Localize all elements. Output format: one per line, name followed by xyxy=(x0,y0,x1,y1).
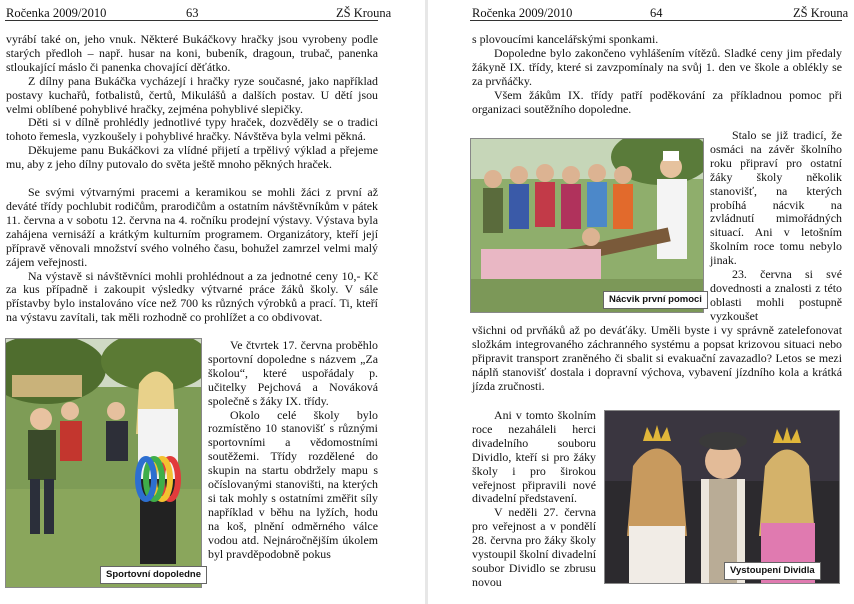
paragraph: vyrábí také on, jeho vnuk. Některé Bukáčkovy hračky jsou vyrobeny podle starých předloh – např. husar na koni, bubeník, dragoun, trubač, panenka stloukající máslo či panenka chovající děťátko. xyxy=(6,32,378,74)
paragraph: Stalo se již tradicí, že osmáci na závěr školního roku připraví pro ostatní žáky školy několik stanovišť, na kterých probíhá nácvik na zvládnutí mimořádných situací. Ani v letošním školním roce tomu nebylo jinak. xyxy=(710,128,842,268)
paragraph: s plovoucími kancelářskými sponkami. xyxy=(472,32,659,46)
paragraph: Se svými výtvarnými pracemi a keramikou se mohli žáci z první až deváté třídy pochlubit rodičům, prarodičům a ostatním návštěvníkům v pátek 11. června a v sobotu 12. června na 4. ročníku prodejní výstavy. Výstava byla zahájena vernisáží a krátkým kulturním programem. Organizátory, kteří její přípravě věnovali množství svého volného času, bohužel zamrzel velmi malý zájem veřejnosti. xyxy=(6,185,378,269)
left-page-number: 63 xyxy=(186,6,199,20)
theatre-photo xyxy=(604,410,840,584)
paragraph: Na výstavě si návštěvníci mohli prohlédnout a za jednotné ceny 10,- Kč za kus případně i zakoupit výsledky výtvarné práce žáků školy. V sále přístavby bylo instalováno více než 700 ks různých výrobků a prací. Ti, kteří na výstavu zavítali, tak měli rozhodně co prohlížet a co obdivovat. xyxy=(6,268,378,325)
paragraph: Děkujeme panu Bukáčkovi za vlídné přijetí a trpělivý výklad a přejeme mu, aby z jeho dílny putovalo do světa ještě mnoho pěkných hraček. xyxy=(6,143,378,172)
paragraph: V neděli 27. června pro veřejnost a v pondělí 28. června pro žáky školy vystoupil školní divadelní soubor Dividlo se zbrusu novou xyxy=(472,505,596,589)
first-aid-caption: Nácvik první pomoci xyxy=(603,291,708,309)
right-side-text-2 xyxy=(472,409,596,590)
sports-day-caption: Sportovní dopoledne xyxy=(100,566,207,584)
right-header-school: ZŠ Krouna xyxy=(793,6,849,20)
paragraph: 23. června si své dovednosti a znalosti z této oblasti mohli postupně vyzkoušet xyxy=(710,267,842,323)
right-page-number: 64 xyxy=(650,6,663,20)
paragraph: Okolo celé školy bylo rozmístěno 10 stanovišť s různými sportovními a vědomostními soutěžemi. Třídy rozdělené do skupin na startu obdržely mapu s očíslovanými stanovišti, na kterých si tak mohly s ostatními změřit síly například v běhu na lyžích, hodu na koš, plnění odměrného válce vodou atd. Nejnáročnějším úkolem byl pravděpodobně pokus xyxy=(208,407,378,561)
paragraph: Dopoledne bylo zakončeno vyhlášením vítězů. Sladké ceny jim předaly žákyně IX. třídy, které si zavzpomínaly na svůj 1. den ve škole a oblékly se za prvňáčky. xyxy=(472,45,842,88)
left-side-text xyxy=(208,339,378,562)
paragraph: Ve čtvrtek 17. června proběhlo sportovní dopoledne s názvem „Za školou“, které uspořádaly p. učitelky Pejchová a Nováková společně s žáky IX. třídy. xyxy=(208,338,378,408)
left-header-school: ZŠ Krouna xyxy=(336,6,392,20)
paragraph: Všem žákům IX. třídy patří poděkování za příkladnou pomoc při organizaci soutěžního dopoledne. xyxy=(472,87,842,116)
right-header-rule xyxy=(470,20,842,21)
right-top-text xyxy=(472,33,842,116)
paragraph: Z dílny pana Bukáčka vycházejí i hračky ryze současné, jako například postavy kuchařů, fotbalistů, čertů, Mikulášů a dalších postav. U dětí jsou velmi oblíbené pohyblivé hračky, zejména pohyblivé slepičky. xyxy=(6,73,378,116)
paragraph: Ani v tomto školním roce nezaháleli herci divadelního souboru Dividlo, kteří si pro žáky školy i pro širokou veřejnost připravili nové divadelní představení. xyxy=(472,408,596,506)
sports-day-photo xyxy=(5,338,202,588)
right-page xyxy=(428,0,854,604)
left-header-rule xyxy=(5,20,378,21)
theatre-caption: Vystoupení Dividla xyxy=(724,562,821,580)
paragraph: všichni od prvňáků až po deváťáky. Uměli byste i vy správně zatelefonovat složkám integrovaného záchranného systému a popsat krizovou situaci nebo připravit transport zraněného či sbalit si evakuační zavazadlo? Letos se mezi náplň stanovišť dostala i dopravní výchova, vybavení jízdního kola a krátká jízda zručnosti. xyxy=(472,323,842,393)
left-header-title: Ročenka 2009/2010 xyxy=(6,6,107,20)
first-aid-photo xyxy=(470,138,704,313)
right-middle-text xyxy=(472,324,842,394)
left-top-text xyxy=(6,33,378,325)
left-page xyxy=(0,0,426,604)
right-side-text-1 xyxy=(710,129,842,324)
right-header-title: Ročenka 2009/2010 xyxy=(472,6,573,20)
paragraph: Děti si v dílně prohlédly jednotlivé typy hraček, dozvěděly se o tradici tohoto řemesla, vyzkoušely i pohyblivé hračky. Návštěva byla velmi pěkná. xyxy=(6,115,378,144)
